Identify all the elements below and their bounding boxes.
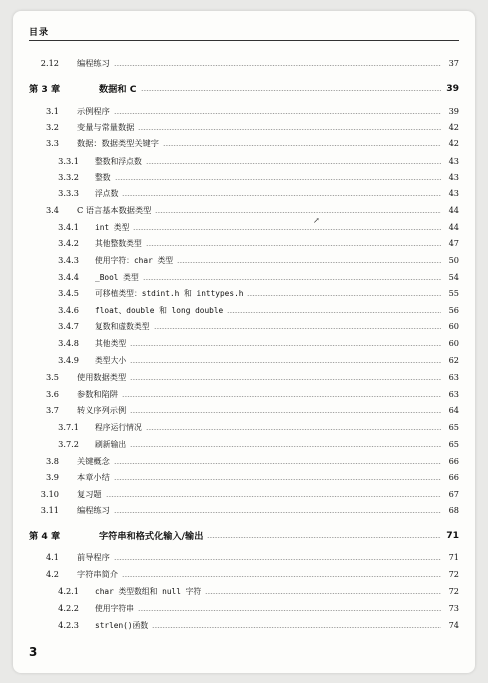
toc-entry[interactable]	[13, 419, 475, 435]
toc-entry-number: 3.4	[45, 205, 59, 215]
toc-entry-number: 3.4.5	[58, 288, 79, 298]
toc-entry-title: 数据：数据类型关键字	[77, 137, 159, 148]
toc-entry-title: 编程练习	[77, 504, 110, 515]
toc-entry[interactable]	[13, 285, 475, 301]
toc-entry[interactable]	[13, 369, 475, 385]
toc-entry-number: 3.2	[45, 122, 59, 132]
toc-entry-title: 浮点数	[95, 188, 119, 198]
toc-entry-title: char 类型数组和 null 字符	[95, 586, 202, 596]
toc-entry[interactable]	[13, 169, 475, 185]
toc-entry-number: 3.4.3	[58, 255, 79, 265]
toc-entry-title: 示例程序	[77, 105, 110, 116]
toc-entry-page: 64	[448, 405, 459, 415]
toc-leader-dots	[122, 576, 441, 577]
toc-entry-number: 4.2.3	[58, 620, 79, 630]
toc-leader-dots	[130, 362, 441, 363]
toc-entry[interactable]	[13, 352, 475, 368]
toc-page	[13, 11, 475, 673]
toc-leader-dots	[205, 593, 441, 594]
toc-entry-number: 3.3.3	[58, 188, 79, 198]
toc-entry-title: strlen()函数	[95, 620, 149, 630]
toc-entry-page: 37	[448, 58, 459, 68]
toc-entry-title: 程序运行情况	[95, 422, 142, 432]
toc-entry-number: 3.6	[45, 389, 59, 399]
toc-entry-number: 第 3 章	[29, 84, 61, 95]
toc-entry[interactable]	[13, 469, 475, 485]
toc-entry-title: 使用字符：char 类型	[95, 255, 174, 265]
toc-entry-number: 3.9	[45, 472, 59, 482]
toc-entry-page: 74	[448, 620, 459, 630]
toc-entry[interactable]	[13, 269, 475, 285]
toc-entry-title: float、double 和 long double	[95, 305, 224, 315]
toc-entry-number: 3.1	[45, 106, 59, 116]
toc-entry[interactable]	[13, 135, 475, 151]
toc-entry-page: 44	[448, 222, 459, 232]
toc-entry[interactable]	[13, 549, 475, 565]
toc-entry-page: 68	[448, 505, 459, 515]
toc-entry-number: 3.4.1	[58, 222, 79, 232]
toc-leader-dots	[141, 90, 441, 91]
toc-leader-dots	[177, 262, 441, 263]
toc-entry-page: 50	[448, 255, 459, 265]
toc-entry-number: 3.5	[45, 372, 59, 382]
toc-entry-page: 66	[448, 472, 459, 482]
toc-entry-page: 42	[448, 122, 459, 132]
toc-chapter[interactable]	[13, 527, 475, 543]
toc-entry-page: 43	[448, 188, 459, 198]
toc-entry-title: 整数	[95, 172, 111, 182]
toc-entry-page: 56	[448, 305, 459, 315]
toc-entry-number: 3.7.1	[58, 422, 79, 432]
toc-entry-number: 3.10	[40, 489, 59, 499]
toc-entry[interactable]	[13, 335, 475, 351]
toc-entry[interactable]	[13, 486, 475, 502]
toc-entry[interactable]	[13, 436, 475, 452]
toc-entry-page: 72	[448, 569, 459, 579]
toc-entry-page: 66	[448, 456, 459, 466]
toc-entry-title: 复习题	[77, 488, 102, 499]
toc-entry-page: 47	[448, 238, 459, 248]
toc-leader-dots	[143, 279, 441, 280]
toc-entry-title: 变量与常量数据	[77, 121, 135, 132]
toc-leader-dots	[130, 446, 441, 447]
toc-leader-dots	[138, 610, 441, 611]
toc-entry-page: 71	[448, 552, 459, 562]
toc-entry-title: 使用数据类型	[77, 371, 127, 382]
toc-entry-title: 关键概念	[77, 455, 110, 466]
toc-entry-title: 其他整数类型	[95, 238, 142, 248]
toc-entry[interactable]	[13, 386, 475, 402]
toc-entry-page: 39	[448, 106, 459, 116]
toc-entry-title: 本章小结	[77, 471, 110, 482]
header-rule	[29, 40, 459, 41]
page-number: 3	[29, 645, 38, 659]
toc-leader-dots	[154, 328, 441, 329]
toc-entry-page: 65	[448, 422, 459, 432]
toc-entry-page: 60	[448, 338, 459, 348]
toc-leader-dots	[207, 537, 441, 538]
toc-entry-number: 3.4.7	[58, 321, 79, 331]
toc-leader-dots	[130, 412, 441, 413]
toc-leader-dots	[122, 396, 441, 397]
toc-leader-dots	[247, 295, 441, 296]
toc-entry[interactable]	[13, 119, 475, 135]
toc-entry-title: C 语言基本数据类型	[77, 204, 152, 215]
toc-leader-dots	[138, 129, 441, 130]
toc-entry-title: 字符串和格式化输入/输出	[99, 531, 204, 542]
header-title: 目录	[29, 28, 50, 38]
toc-entry-title: 参数和陷阱	[77, 388, 118, 399]
toc-leader-dots	[130, 379, 441, 380]
toc-entry[interactable]	[13, 402, 475, 418]
toc-entry-number: 3.11	[40, 505, 59, 515]
toc-entry-number: 3.3	[45, 138, 59, 148]
toc-entry-title: _Bool 类型	[95, 272, 139, 282]
toc-entry[interactable]	[13, 219, 475, 235]
toc-entry-title: 字符串简介	[77, 568, 118, 579]
toc-entry-title: 其他类型	[95, 338, 127, 348]
toc-entry[interactable]	[13, 583, 475, 599]
toc-entry-number: 3.4.4	[58, 272, 79, 282]
toc-entry-number: 3.8	[45, 456, 59, 466]
toc-entry-page: 63	[448, 372, 459, 382]
toc-entry-number: 3.7.2	[58, 439, 79, 449]
toc-entry-title: int 类型	[95, 222, 130, 232]
toc-leader-dots	[155, 212, 441, 213]
toc-entry[interactable]	[13, 252, 475, 268]
toc-entry-number: 4.1	[45, 552, 59, 562]
toc-entry[interactable]	[13, 153, 475, 169]
toc-entry-page: 43	[448, 156, 459, 166]
toc-entry[interactable]	[13, 566, 475, 582]
toc-entry-page: 63	[448, 389, 459, 399]
toc-entry-number: 4.2.2	[58, 603, 79, 613]
toc-entry-number: 3.4.9	[58, 355, 79, 365]
toc-entry-page: 62	[448, 355, 459, 365]
toc-entry-title: 编程练习	[77, 57, 110, 68]
toc-leader-dots	[130, 345, 441, 346]
toc-entry[interactable]	[13, 502, 475, 518]
toc-leader-dots	[163, 145, 441, 146]
toc-entry[interactable]	[13, 55, 475, 71]
toc-entry-page: 43	[448, 172, 459, 182]
toc-leader-dots	[114, 65, 441, 66]
pen-mark-icon: ↗	[313, 216, 320, 225]
toc-entry-number: 3.4.6	[58, 305, 79, 315]
toc-leader-dots	[146, 163, 441, 164]
toc-entry-page: 72	[448, 586, 459, 596]
toc-leader-dots	[227, 312, 441, 313]
toc-entry-number: 2.12	[40, 58, 59, 68]
toc-entry-page: 44	[448, 205, 459, 215]
toc-entry-title: 整数和浮点数	[95, 156, 142, 166]
toc-entry-number: 3.4.8	[58, 338, 79, 348]
toc-leader-dots	[133, 229, 441, 230]
toc-leader-dots	[152, 627, 441, 628]
toc-entry-title: 类型大小	[95, 355, 127, 365]
toc-entry-number: 4.2.1	[58, 586, 79, 596]
toc-entry-page: 42	[448, 138, 459, 148]
toc-entry-title: 复数和虚数类型	[95, 321, 150, 331]
toc-entry-number: 3.4.2	[58, 238, 79, 248]
toc-entry-number: 3.7	[45, 405, 59, 415]
toc-entry-number: 第 4 章	[29, 531, 61, 542]
toc-entry[interactable]	[13, 235, 475, 251]
toc-entry[interactable]	[13, 617, 475, 633]
toc-leader-dots	[115, 179, 441, 180]
toc-entry-title: 数据和 C	[99, 84, 137, 95]
toc-entry-title: 可移植类型：stdint.h 和 inttypes.h	[95, 288, 244, 298]
toc-entry[interactable]	[13, 185, 475, 201]
toc-entry-page: 39	[446, 82, 459, 94]
toc-leader-dots	[114, 113, 441, 114]
toc-entry-page: 54	[448, 272, 459, 282]
toc-chapter[interactable]	[13, 80, 475, 96]
toc-leader-dots	[106, 496, 441, 497]
toc-leader-dots	[122, 195, 441, 196]
toc-entry-title: 转义序列示例	[77, 404, 127, 415]
toc-entry-page: 71	[446, 529, 459, 541]
toc-entry[interactable]	[13, 453, 475, 469]
toc-entry[interactable]	[13, 600, 475, 616]
toc-entry[interactable]	[13, 103, 475, 119]
toc-entry-title: 前导程序	[77, 551, 110, 562]
toc-entry[interactable]	[13, 202, 475, 218]
toc-entry-page: 55	[448, 288, 459, 298]
toc-entry[interactable]	[13, 318, 475, 334]
toc-entry-number: 4.2	[45, 569, 59, 579]
toc-entry-title: 使用字符串	[95, 603, 134, 613]
toc-leader-dots	[114, 559, 441, 560]
toc-entry-number: 3.3.1	[58, 156, 79, 166]
toc-entry[interactable]	[13, 302, 475, 318]
toc-entry-page: 67	[448, 489, 459, 499]
toc-leader-dots	[114, 463, 441, 464]
toc-entry-title: 刷新输出	[95, 439, 127, 449]
toc-leader-dots	[146, 245, 441, 246]
toc-entry-number: 3.3.2	[58, 172, 79, 182]
toc-entry-page: 60	[448, 321, 459, 331]
toc-entry-page: 65	[448, 439, 459, 449]
toc-entry-page: 73	[448, 603, 459, 613]
toc-leader-dots	[114, 479, 441, 480]
toc-leader-dots	[146, 429, 441, 430]
toc-leader-dots	[114, 512, 441, 513]
